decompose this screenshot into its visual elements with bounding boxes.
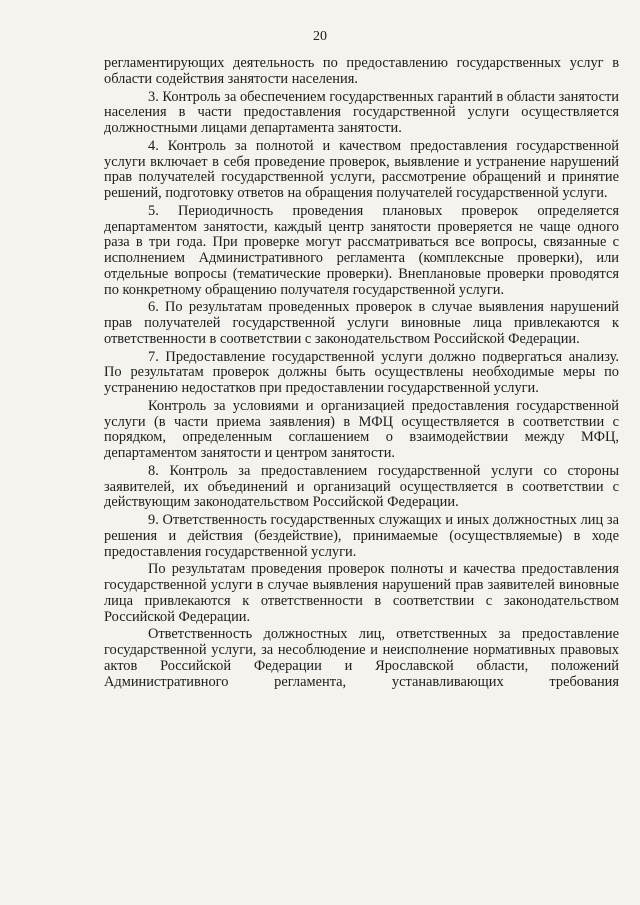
paragraph-9: 9. Ответственность государственных служащих и иных должностных лиц за решения и действия (бездействие), принимаемые (осуществляемые) в ходе предоставления государственной услуги.	[104, 512, 619, 560]
paragraph-mfc-control: Контроль за условиями и организацией предоставления государственной услуги (в части приема заявления) в МФЦ осуществляется в соответствии с порядком, определенным соглашением о взаимодействии между МФЦ, департаментом занятости и центром занятости.	[104, 397, 619, 461]
paragraph-inspection-results: По результатам проведения проверок полноты и качества предоставления государственной услуги в случае выявления нарушений прав заявителей виновные лица привлекаются к ответственности в соответствии с законодательством Российской Федерации.	[104, 561, 619, 625]
paragraph-6: 6. По результатам проведенных проверок в случае выявления нарушений прав получателей государственной услуги виновные лица привлекаются к ответственности в соответствии с законодательством Российской Федерации.	[104, 299, 619, 347]
paragraph-3: 3. Контроль за обеспечением государственных гарантий в области занятости населения в части предоставления государственной услуги осуществляется должностными лицами департамента занятости.	[104, 88, 619, 136]
paragraph-5: 5. Периодичность проведения плановых проверок определяется департаментом занятости, каждый центр занятости проверяется не чаще одного раза в три года. При проверке могут рассматриваться все вопросы, связанные с исполнением Административного регламента (комплексные проверки), или отдельные вопросы (тематические проверки). Внеплановые проверки проводятся по конкретному обращению получателя государственной услуги.	[104, 202, 619, 298]
document-body	[104, 56, 619, 692]
paragraph-4: 4. Контроль за полнотой и качеством предоставления государственной услуги включает в себя проведение проверок, выявление и устранение нарушений прав получателей государственной услуги, рассмотрение обращений и принятие решений, подготовку ответов на обращения получателей государственной услуги.	[104, 137, 619, 201]
paragraph-7: 7. Предоставление государственной услуги должно подвергаться анализу. По результатам проверок должны быть осуществлены необходимые меры по устранению недостатков при предоставлении государственной услуги.	[104, 348, 619, 396]
paragraph-officials-responsibility: Ответственность должностных лиц, ответственных за предоставление государственной услуги, за несоблюдение и неисполнение нормативных правовых актов Российской Федерации и Ярославской области, положений Административного регламента, устанавливающих требования	[104, 626, 619, 690]
paragraph-continuation: регламентирующих деятельность по предоставлению государственных услуг в области содействия занятости населения.	[104, 55, 619, 87]
page-number: 20	[313, 29, 327, 44]
paragraph-8: 8. Контроль за предоставлением государственной услуги со стороны заявителей, их объединений и организаций осуществляется в соответствии с действующим законодательством Российской Федерации.	[104, 462, 619, 511]
